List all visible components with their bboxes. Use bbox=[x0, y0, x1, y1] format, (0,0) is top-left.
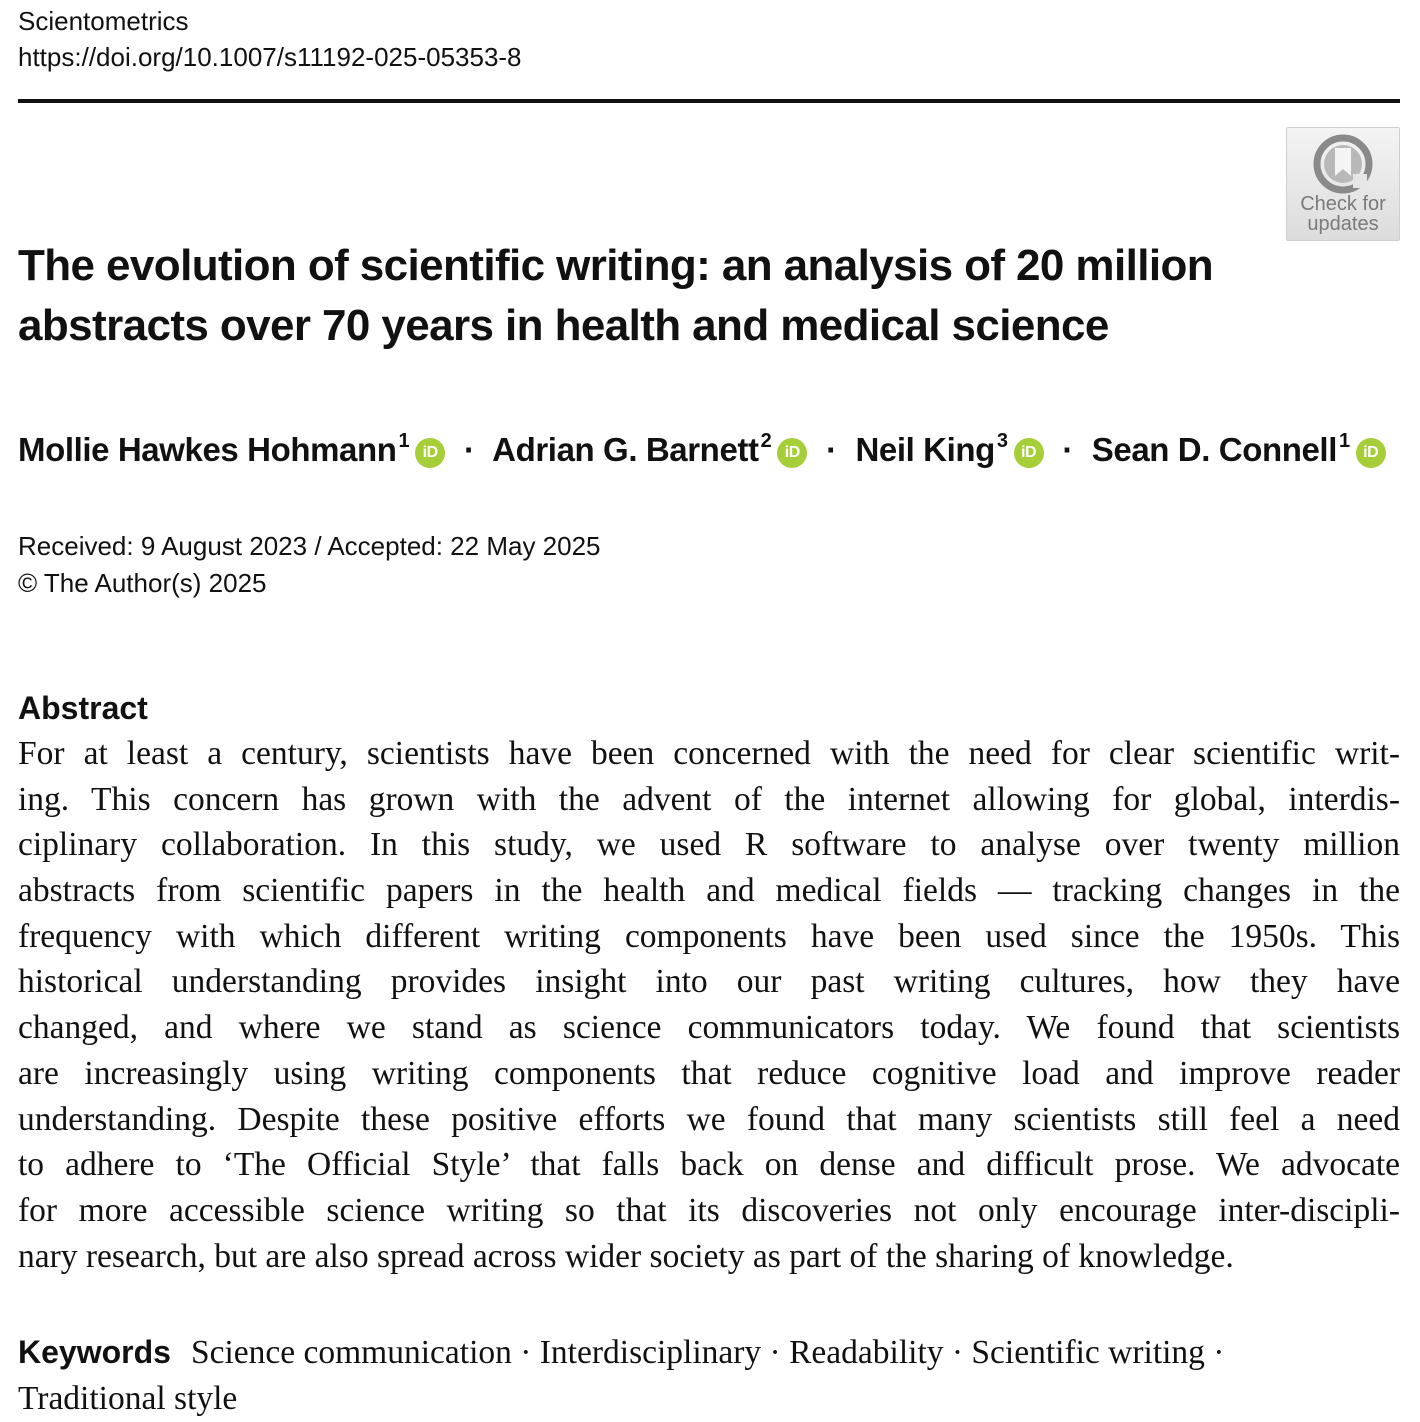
author-affiliation: 1 bbox=[398, 430, 410, 452]
author-affiliation: 1 bbox=[1338, 430, 1350, 452]
received-accepted-dates: Received: 9 August 2023 / Accepted: 22 May 2025 bbox=[18, 531, 601, 561]
keywords-line bbox=[18, 1330, 1400, 1376]
author-name: Sean D. Connell bbox=[1091, 431, 1337, 468]
header-divider bbox=[18, 99, 1400, 103]
copyright-notice: © The Author(s) 2025 bbox=[18, 568, 267, 598]
article-title: The evolution of scientific writing: an analysis of 20 million abstracts over 70 years in health and medical science bbox=[18, 241, 1213, 350]
keywords-line-continued: Traditional style bbox=[18, 1379, 238, 1417]
abstract-line: to adhere to ‘The Official Style’ that falls back on dense and difficult prose. We advocate bbox=[18, 1146, 1400, 1184]
check-for-updates-icon bbox=[1313, 134, 1373, 194]
abstract-line: historical understanding provides insight into our past writing cultures, how they have bbox=[18, 963, 1400, 1001]
abstract-heading: Abstract bbox=[18, 690, 148, 726]
abstract-line: understanding. Despite these positive efforts we found that many scientists still feel a need bbox=[18, 1100, 1400, 1138]
orcid-icon[interactable]: iD bbox=[415, 438, 445, 468]
check-for-updates-badge[interactable] bbox=[1286, 127, 1400, 241]
journal-name: Scientometrics bbox=[18, 6, 189, 36]
abstract-line: ciplinary collaboration. In this study, we used R software to analyse over twenty million bbox=[18, 826, 1400, 864]
author-name: Mollie Hawkes Hohmann bbox=[18, 431, 397, 468]
orcid-icon[interactable]: iD bbox=[1014, 438, 1044, 468]
author-separator: · bbox=[826, 431, 837, 468]
abstract-line: frequency with which different writing components have been used since the 1950s. This bbox=[18, 917, 1400, 955]
author bbox=[18, 431, 454, 468]
author bbox=[1083, 431, 1386, 468]
author-separator: · bbox=[1062, 431, 1073, 468]
author-name: Neil King bbox=[855, 431, 995, 468]
author bbox=[485, 431, 816, 468]
keywords-label: Keywords bbox=[18, 1334, 171, 1370]
abstract-line: are increasingly using writing components that reduce cognitive load and improve reader bbox=[18, 1054, 1400, 1092]
orcid-icon[interactable]: iD bbox=[1356, 438, 1386, 468]
abstract-line: For at least a century, scientists have been concerned with the need for clear scientific writ- bbox=[18, 735, 1400, 772]
abstract-line: changed, and where we stand as science communicators today. We found that scientists bbox=[18, 1009, 1400, 1047]
author-affiliation: 3 bbox=[996, 430, 1008, 452]
author-list bbox=[18, 416, 1418, 475]
abstract-line: nary research, but are also spread across wider society as part of the sharing of knowledge. bbox=[18, 1237, 1234, 1275]
doi-link[interactable]: https://doi.org/10.1007/s11192-025-05353-8 bbox=[18, 42, 522, 72]
abstract-line: abstracts from scientific papers in the health and medical fields — tracking changes in the bbox=[18, 872, 1400, 910]
author-separator: · bbox=[464, 431, 475, 468]
author bbox=[847, 431, 1053, 468]
abstract-line: for more accessible science writing so that its discoveries not only encourage inter-discipli- bbox=[18, 1191, 1400, 1229]
abstract-line: ing. This concern has grown with the advent of the internet allowing for global, interdis- bbox=[18, 780, 1400, 818]
keywords-list: Science communication · Interdisciplinary · Readability · Scientific writing · bbox=[190, 1334, 1225, 1371]
author-affiliation: 2 bbox=[760, 430, 772, 452]
orcid-icon[interactable]: iD bbox=[777, 438, 807, 468]
check-for-updates-label: Check for updates bbox=[1300, 193, 1386, 235]
keywords-section bbox=[18, 1330, 1400, 1421]
author-name: Adrian G. Barnett bbox=[492, 431, 759, 468]
abstract-text bbox=[18, 731, 1400, 1279]
